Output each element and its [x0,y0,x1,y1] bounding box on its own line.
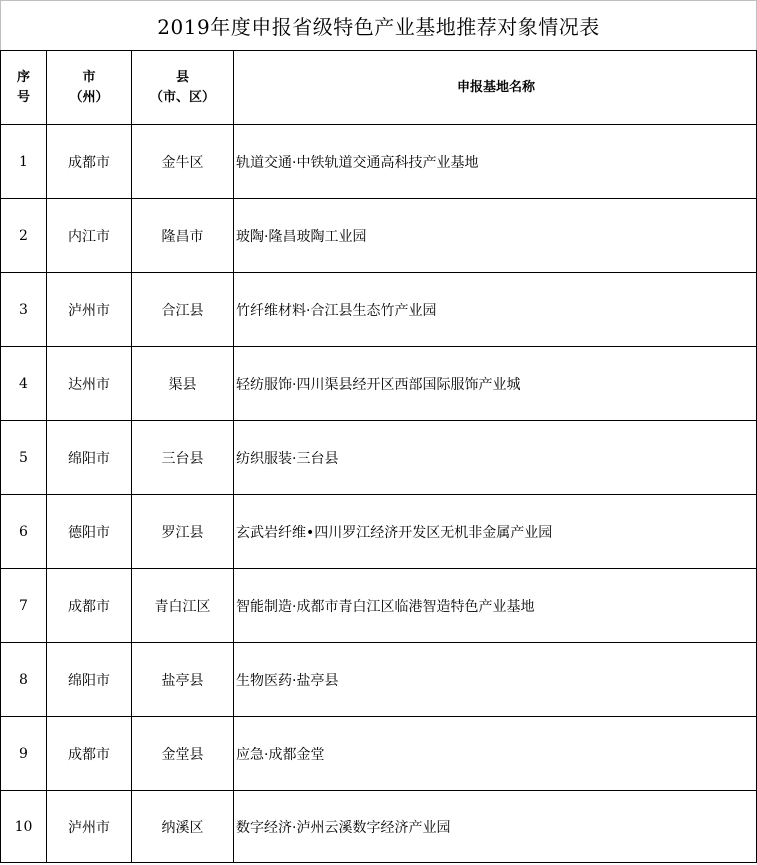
cell-base-name: 智能制造·成都市青白江区临港智造特色产业基地 [234,569,757,643]
cell-city: 泸州市 [47,273,132,347]
table-row [1,569,757,643]
cell-index: 4 [1,347,47,421]
cell-city: 泸州市 [47,791,132,863]
cell-city: 德阳市 [47,495,132,569]
cell-index: 6 [1,495,47,569]
table-row [1,495,757,569]
cell-county: 青白江区 [132,569,234,643]
cell-city: 成都市 [47,125,132,199]
table-row [1,717,757,791]
cell-base-name: 玻陶·隆昌玻陶工业园 [234,199,757,273]
cell-index: 2 [1,199,47,273]
cell-county: 隆昌市 [132,199,234,273]
cell-base-name: 轨道交通·中铁轨道交通高科技产业基地 [234,125,757,199]
table-row [1,199,757,273]
cell-county: 三台县 [132,421,234,495]
cell-base-name: 玄武岩纤维•四川罗江经济开发区无机非金属产业园 [234,495,757,569]
cell-base-name: 生物医药·盐亭县 [234,643,757,717]
cell-index: 7 [1,569,47,643]
cell-base-name: 纺织服装·三台县 [234,421,757,495]
header-base-name: 申报基地名称 [234,51,757,125]
header-row [1,51,757,125]
cell-base-name: 应急·成都金堂 [234,717,757,791]
table-row [1,273,757,347]
table-row [1,791,757,863]
cell-index: 3 [1,273,47,347]
cell-county: 合江县 [132,273,234,347]
cell-index: 1 [1,125,47,199]
header-county-line2: （市、区） [149,89,215,105]
cell-city: 绵阳市 [47,643,132,717]
header-county [132,51,234,125]
table-row [1,125,757,199]
table-row [1,643,757,717]
cell-county: 金堂县 [132,717,234,791]
cell-city: 内江市 [47,199,132,273]
cell-index: 8 [1,643,47,717]
cell-county: 罗江县 [132,495,234,569]
cell-county: 渠县 [132,347,234,421]
cell-index: 5 [1,421,47,495]
header-index-line1: 序 [16,69,30,85]
cell-county: 纳溪区 [132,791,234,863]
table-row [1,421,757,495]
cell-base-name: 轻纺服饰·四川渠县经开区西部国际服饰产业城 [234,347,757,421]
cell-city: 绵阳市 [47,421,132,495]
header-city-line1: 市 [82,69,96,85]
table-row [1,347,757,421]
cell-county: 盐亭县 [132,643,234,717]
cell-base-name: 竹纤维材料·合江县生态竹产业园 [234,273,757,347]
cell-index: 10 [1,791,47,863]
cell-base-name: 数字经济·泸州云溪数字经济产业园 [234,791,757,863]
header-index [1,51,47,125]
base-table [0,50,757,863]
table-title: 2019年度申报省级特色产业基地推荐对象情况表 [0,0,757,50]
cell-city: 成都市 [47,569,132,643]
header-city-line2: （州） [69,89,109,105]
cell-city: 成都市 [47,717,132,791]
header-index-line2: 号 [16,89,30,105]
cell-county: 金牛区 [132,125,234,199]
header-city [47,51,132,125]
cell-city: 达州市 [47,347,132,421]
header-county-line1: 县 [175,69,189,85]
cell-index: 9 [1,717,47,791]
